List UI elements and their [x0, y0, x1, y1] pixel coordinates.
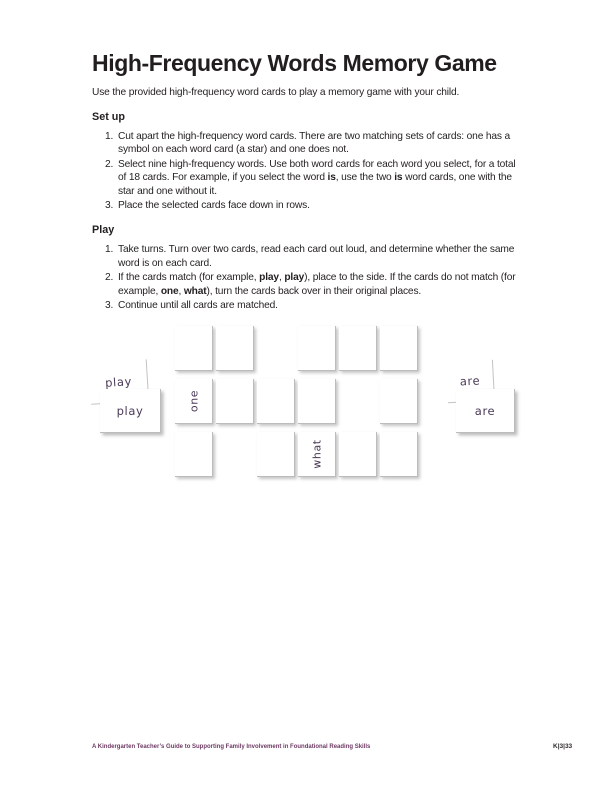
list-item-number: 2.: [105, 272, 114, 284]
page-title: High-Frequency Words Memory Game: [92, 50, 497, 76]
card-word: play: [116, 403, 144, 418]
matched-pair-play: [88, 358, 166, 436]
list-item-text: Cut apart the high-frequency word cards. There are two matching sets of cards: one has a symbol on each word card (a star) and one does not.: [118, 131, 511, 156]
face-down-card: [257, 379, 295, 424]
list-item: [105, 299, 524, 312]
list-item-number: 3.: [105, 200, 114, 212]
face-down-card: [298, 326, 336, 371]
setup-steps-list: [92, 130, 524, 212]
list-item-number: 2.: [105, 158, 114, 170]
list-item: [105, 130, 524, 157]
face-down-card: [175, 326, 213, 371]
face-down-card: [380, 379, 418, 424]
section-heading-play: Play: [92, 224, 115, 237]
footer-guide-title: A Kindergarten Teacher’s Guide to Supporting Family Involvement in Foundational Reading Skills: [92, 744, 371, 750]
word-card-are: [456, 389, 515, 433]
list-item-text: Take turns. Turn over two cards, read each card out loud, and determine whether the same word is on each card.: [118, 244, 515, 269]
card-word: are: [474, 403, 496, 418]
face-down-card: [339, 326, 377, 371]
face-up-card: [298, 432, 336, 477]
card-word: are: [459, 373, 481, 389]
list-item-number: 1.: [105, 131, 114, 142]
play-steps-list: [92, 243, 524, 312]
card-grid: [175, 326, 418, 477]
face-down-card: [380, 432, 418, 477]
list-item: [105, 271, 524, 298]
face-down-card: [216, 379, 254, 424]
face-up-card: [175, 379, 213, 424]
footer-page-number: K|3|33: [553, 743, 573, 750]
face-down-card: [175, 432, 213, 477]
list-item-text: Select nine high-frequency words. Use both word cards for each word you select, for a total of 18 cards. For example, if you select the word is, use the two is word cards, one with the star and one without it.: [118, 158, 516, 197]
face-down-card: [339, 432, 377, 477]
face-down-card: [298, 379, 336, 424]
card-word: play: [104, 373, 133, 390]
list-item: [105, 158, 524, 198]
list-item-number: 3.: [105, 300, 114, 312]
list-item-number: 1.: [105, 244, 114, 256]
card-word: one: [187, 389, 200, 413]
list-item-text: Place the selected cards face down in rows.: [118, 200, 310, 212]
section-heading-setup: Set up: [92, 111, 125, 123]
matched-pair-are: [445, 358, 523, 436]
list-item-text: Continue until all cards are matched.: [118, 300, 278, 312]
list-item-text: If the cards match (for example, play, play), place to the side. If the cards do not match (for example, one, what), turn the cards back over in their original places.: [118, 272, 516, 297]
list-item: [105, 243, 524, 270]
word-card-play: [100, 389, 161, 433]
intro-text: Use the provided high-frequency word cards to play a memory game with your child.: [92, 87, 460, 98]
face-down-card: [380, 326, 418, 371]
face-down-card: [216, 326, 254, 371]
page-content: [92, 0, 524, 312]
card-word: what: [310, 439, 323, 469]
list-item: [105, 199, 524, 212]
face-down-card: [257, 432, 295, 477]
